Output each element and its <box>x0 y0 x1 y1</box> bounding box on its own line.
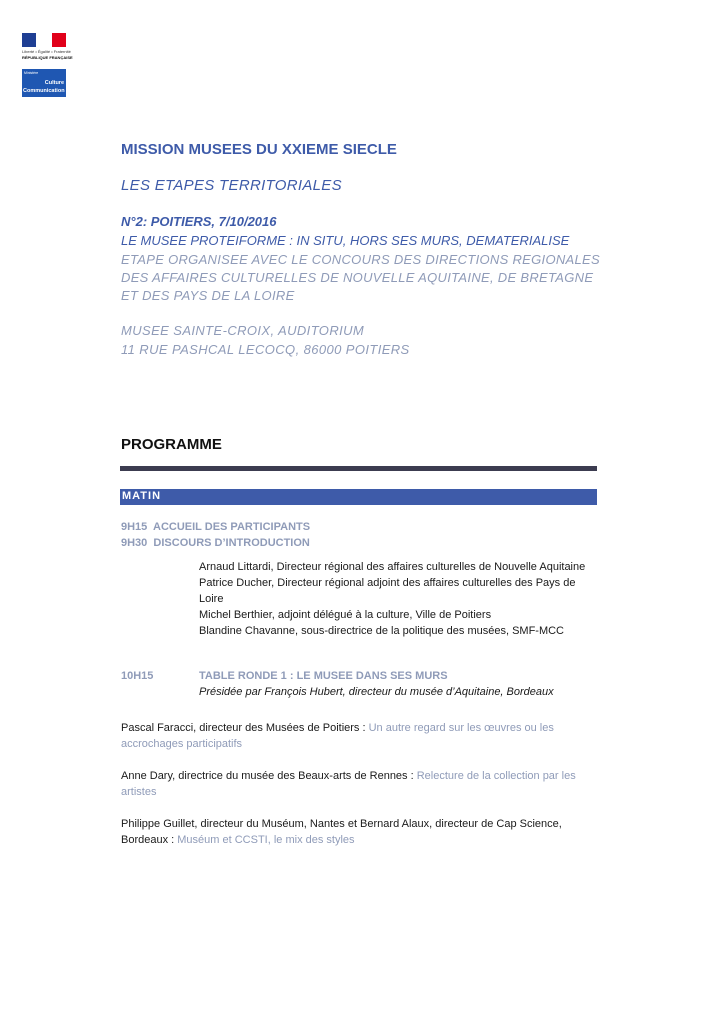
section-divider <box>120 466 597 471</box>
speaker-item: Michel Berthier, adjoint délégué à la culture, Ville de Poitiers <box>199 609 492 621</box>
venue-name: MUSEE SAINTE-CROIX, AUDITORIUM <box>121 323 365 338</box>
marianne-flag-icon <box>22 33 66 47</box>
schedule-label: DISCOURS D’INTRODUCTION <box>153 537 310 549</box>
schedule-item <box>121 537 310 549</box>
venue <box>121 321 410 359</box>
event-organisation: ETAPE ORGANISEE AVEC LE CONCOURS DES DIRECTIONS REGIONALES DES AFFAIRES CULTURELLES DE NOUVELLE AQUITAINE, DE BRETAGNE ET DES PAYS DE LA LOIRE <box>121 252 601 303</box>
talk-speaker: Pascal Faracci, directeur des Musées de Poitiers : <box>121 722 369 734</box>
event-theme: LE MUSEE PROTEIFORME : IN SITU, HORS SES MURS, DEMATERIALISE <box>121 233 570 248</box>
venue-address: 11 RUE PASHCAL LECOCQ, 86000 POITIERS <box>121 342 410 357</box>
speaker-item: Arnaud Littardi, Directeur régional des affaires culturelles de Nouvelle Aquitaine <box>199 561 586 573</box>
schedule-label: ACCUEIL DES PARTICIPANTS <box>153 521 311 533</box>
talk-item <box>121 768 596 800</box>
document-subtitle: LES ETAPES TERRITORIALES <box>121 177 342 194</box>
talk-topic: Un autre regard sur les œuvres ou les accrochages participatifs <box>121 722 554 750</box>
ministere-label: Ministère <box>24 71 39 75</box>
republic-motto: Liberté • Égalité • Fraternité <box>22 49 71 54</box>
programme-heading: PROGRAMME <box>121 436 222 453</box>
talk-speaker: Anne Dary, directrice du musée des Beaux-arts de Rennes : <box>121 770 417 782</box>
talk-topic: Muséum et CCSTI, le mix des styles <box>177 834 355 846</box>
culture-label: Culture <box>44 80 64 86</box>
round-table-title: TABLE RONDE 1 : LE MUSEE DANS SES MURS <box>199 670 448 682</box>
speaker-list <box>199 559 594 639</box>
schedule-item <box>121 521 310 533</box>
republique-francaise-logo <box>22 33 73 65</box>
matin-section-bar <box>120 489 597 505</box>
communication-label: Communication <box>23 88 65 94</box>
ministere-culture-logo <box>22 69 66 97</box>
talk-speaker: Philippe Guillet, directeur du Muséum, Nantes et Bernard Alaux, directeur de Cap Science, Bordeaux : <box>121 818 562 846</box>
round-table-time: 10H15 <box>121 670 154 682</box>
talk-item <box>121 720 596 752</box>
event-number: N°2: POITIERS, 7/10/2016 <box>121 214 277 229</box>
round-table-chair: Présidée par François Hubert, directeur du musée d’Aquitaine, Bordeaux <box>199 686 554 698</box>
schedule-time: 9H30 <box>121 537 148 549</box>
republic-name: RÉPUBLIQUE FRANÇAISE <box>22 55 73 60</box>
talk-item <box>121 816 596 848</box>
document-title: MISSION MUSEES DU XXIEME SIECLE <box>121 141 397 158</box>
schedule-time: 9H15 <box>121 521 148 533</box>
matin-label: MATIN <box>122 490 162 502</box>
speaker-item: Blandine Chavanne, sous-directrice de la politique des musées, SMF-MCC <box>199 625 565 637</box>
speaker-item: Patrice Ducher, Directeur régional adjoint des affaires culturelles des Pays de Loire <box>199 577 576 605</box>
talk-topic: Relecture de la collection par les artistes <box>121 770 576 798</box>
